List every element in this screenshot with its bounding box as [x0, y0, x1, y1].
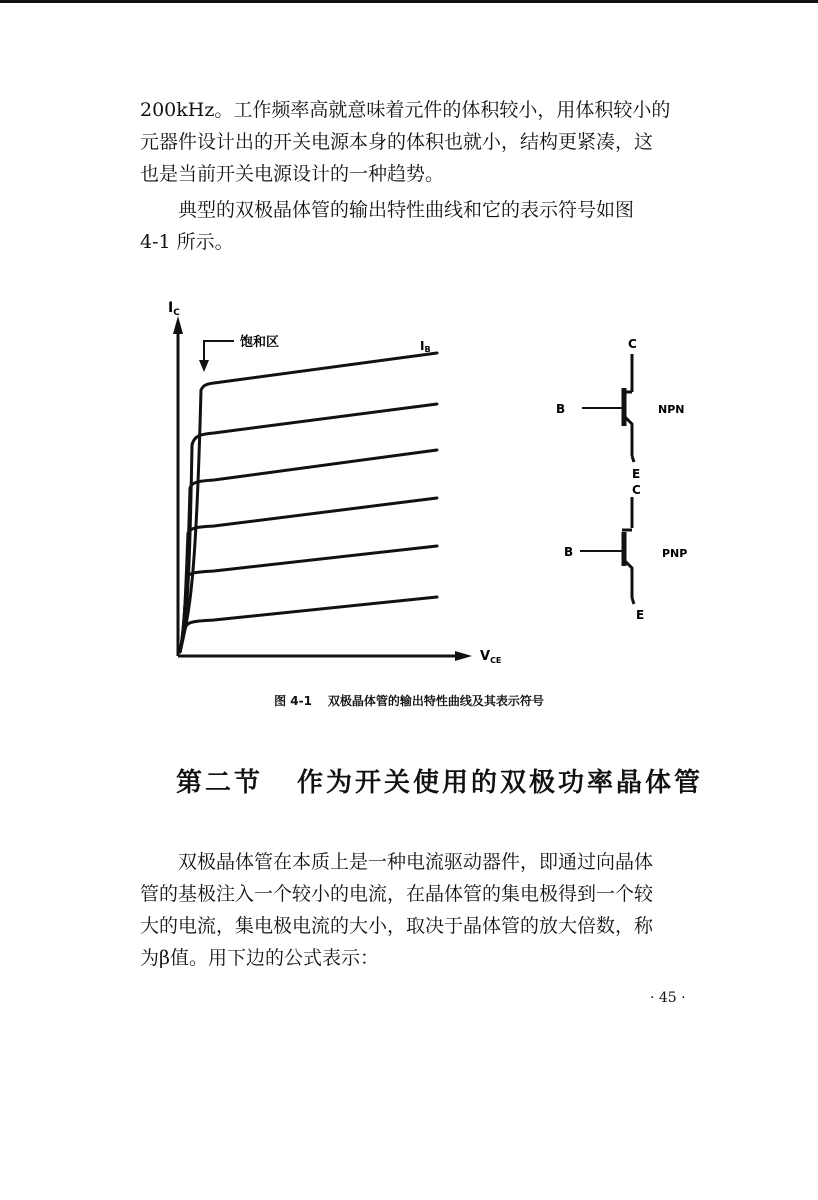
pnp-type-label: PNP	[662, 547, 688, 560]
saturation-arrow	[199, 360, 209, 372]
y-axis-label: $I_C$	[168, 300, 180, 318]
pnp-base-label: B	[564, 545, 574, 559]
paragraph-3-line-1: 双极晶体管在本质上是一种电流驱动器件，即通过向晶体	[178, 851, 654, 873]
characteristic-curves	[180, 353, 437, 652]
section-title: 作为开关使用的双极功率晶体管	[297, 768, 704, 798]
x-axis-arrow	[455, 651, 472, 661]
saturation-label: 饱和区	[240, 335, 280, 350]
npn-collector-label: C	[628, 337, 637, 351]
paragraph-3-line-2: 管的基极注入一个较小的电流，在晶体管的集电极得到一个较	[140, 883, 654, 905]
figure-caption-text: 双极晶体管的输出特性曲线及其表示符号	[327, 694, 544, 708]
curve-6	[180, 597, 437, 652]
npn-emitter-label: E	[632, 467, 641, 481]
curve-4	[180, 498, 437, 652]
section-heading	[176, 762, 703, 799]
saturation-callout	[204, 341, 234, 362]
pnp-emitter-label: E	[636, 608, 645, 622]
section-number: 第二节	[176, 768, 264, 798]
paragraph-1-line-3: 也是当前开关电源设计的一种趋势。	[140, 163, 445, 185]
npn-type-label: NPN	[658, 403, 685, 416]
paragraph-2-line-1: 典型的双极晶体管的输出特性曲线和它的表示符号如图	[178, 199, 635, 221]
paragraph-2-line-2: 4-1 所示。	[140, 231, 234, 253]
npn-symbol	[582, 354, 634, 462]
paragraph-3-line-3: 大的电流，集电极电流的大小，取决于晶体管的放大倍数，称	[140, 915, 654, 937]
pnp-collector-label: C	[632, 483, 641, 497]
x-axis-label: $V_{CE}$	[480, 649, 502, 665]
figure-number: 图 4-1	[274, 694, 312, 708]
curve-2	[180, 404, 437, 652]
paragraph-1-line-1: 200kHz。工作频率高就意味着元件的体积较小，用体积较小的	[140, 99, 671, 121]
y-axis-arrow	[173, 316, 183, 334]
paragraph-1-line-2: 元器件设计出的开关电源本身的体积也就小，结构更紧凑，这	[140, 131, 654, 153]
page-number: · 45 ·	[650, 990, 686, 1006]
pnp-symbol	[580, 497, 634, 604]
paragraph-3	[140, 846, 720, 974]
npn-base-label: B	[556, 402, 566, 416]
ib-label: IB	[420, 339, 431, 354]
curve-5	[180, 546, 437, 652]
figure-caption	[0, 692, 818, 709]
paragraph-3-line-4: 为β值。用下边的公式表示：	[140, 947, 379, 969]
